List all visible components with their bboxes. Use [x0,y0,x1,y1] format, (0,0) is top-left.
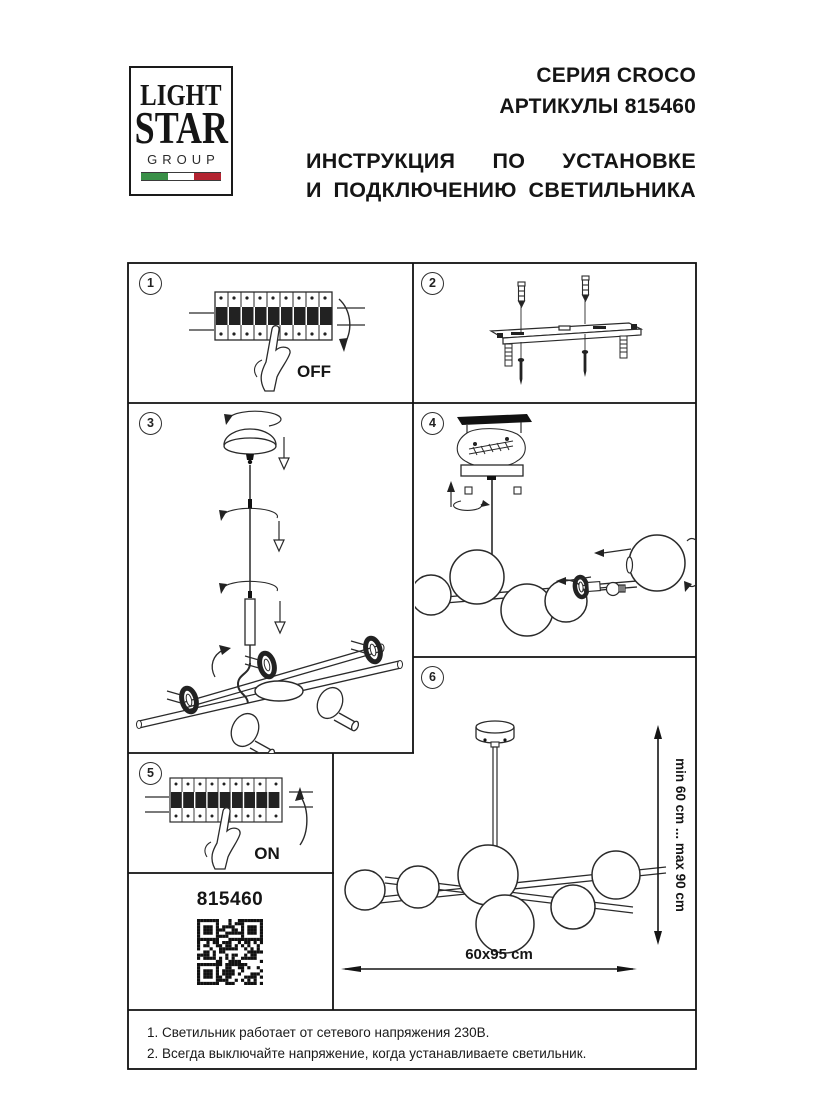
glass-globe-icon [415,550,587,636]
step1-badge: 1 [139,272,162,295]
width-size-label: 60x95 cm [465,946,533,963]
glass-globe-icon [627,535,686,591]
arrow-up-icon [295,787,307,845]
logo-word-group: GROUP [147,152,220,168]
screw-icon [518,350,588,385]
wall-anchor-icon [518,276,589,307]
step2-illustration [413,262,696,403]
qr-code [197,919,263,985]
rotate-arrow-icon [219,508,277,594]
step5-illustration [145,765,325,871]
glass-globe-icon [345,845,640,953]
series-label: СЕРИЯ CROCO [536,64,696,87]
step6-badge: 6 [421,666,444,689]
step2-panel [413,262,696,403]
title-line-1: ИНСТРУКЦИЯ ПО УСТАНОВКЕ [306,149,696,173]
step1-illustration [187,277,367,397]
step2-badge: 2 [421,272,444,295]
notes-box [127,1010,696,1069]
arrow-up-icon [447,481,455,507]
step3-badge: 3 [139,412,162,435]
step5-panel [127,753,333,873]
step4-illustration [415,403,696,657]
light-bulb-icon [607,583,626,596]
logo-word-light: LIGHT [140,76,222,112]
step5-badge: 5 [139,762,162,785]
arrow-down-icon [274,521,285,633]
step1-switch-label: OFF [297,362,331,381]
step4-panel [413,403,696,657]
curved-arrow-icon [212,645,231,677]
rotate-arrow-icon [454,500,490,510]
step1-panel [127,262,413,403]
note-line-2: 2. Всегда выключайте напряжение, когда устанавливаете светильник. [147,1046,587,1061]
step5-switch-label: ON [254,844,280,863]
title-line-2: И ПОДКЛЮЧЕНИЮ СВЕТИЛЬНИКА [306,177,696,202]
step6-panel [333,657,696,1010]
rotate-arrow-icon [224,411,281,426]
articles-label: АРТИКУЛЫ 815460 [499,95,696,118]
logo-word-star: STAR [134,103,228,154]
width-dimension-arrow [341,966,637,972]
article-number-label: 815460 [196,889,264,910]
rotate-arrow-icon [684,539,696,592]
height-dimension-arrow [654,725,662,945]
step4-badge: 4 [421,412,444,435]
article-qr-panel [127,873,333,1010]
height-range-label: min 60 cm ... max 90 cm [673,758,688,912]
note-line-1: 1. Светильник работает от сетевого напряжения 230В. [147,1025,490,1040]
step6-illustration [333,657,696,1010]
arrow-down-icon [279,437,289,469]
